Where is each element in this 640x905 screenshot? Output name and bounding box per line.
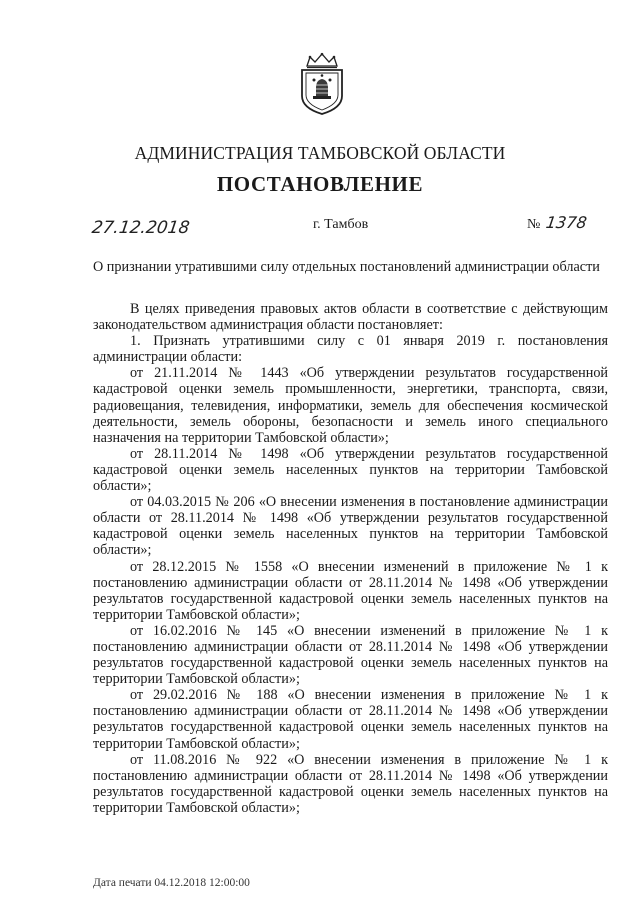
document-number xyxy=(527,213,587,233)
document-type: ПОСТАНОВЛЕНИЕ xyxy=(216,172,424,196)
handwritten-number: 1378 xyxy=(544,213,588,232)
handwritten-date: 27.12.2018 xyxy=(90,218,191,238)
preamble-paragraph: В целях приведения правовых актов области в соответствие с действующим законодательством администрация области постановляет: xyxy=(93,301,608,334)
document-title: О признании утратившими силу отдельных постановлений администрации области xyxy=(93,259,600,275)
list-item: от 28.11.2014 № 1498 «Об утверждении результатов государственной кадастровой оценки земель населенных пунктов на территории Тамбовской области»; xyxy=(93,445,608,495)
list-item: от 11.08.2016 № 922 «О внесении изменения в приложение № 1 к постановлению администрации области от 28.11.2014 № 1498 «Об утверждении результатов государственной кадастровой оценки земель населенных пунктов на территории Тамбовской области»; xyxy=(93,751,608,816)
city: г. Тамбов xyxy=(313,217,369,232)
list-item: от 28.12.2015 № 1558 «О внесении изменений в приложение № 1 к постановлению администрации области от 28.11.2014 № 1498 «Об утверждении результатов государственной кадастровой оценки земель населенных пунктов на территории Тамбовской области»; xyxy=(93,558,608,623)
list-item: от 29.02.2016 № 188 «О внесении изменения в приложение № 1 к постановлению администрации области от 28.11.2014 № 1498 «Об утверждении результатов государственной кадастровой оценки земель населенных пунктов на территории Тамбовской области»; xyxy=(93,687,608,752)
list-item: от 16.02.2016 № 145 «О внесении изменений в приложение № 1 к постановлению администрации области от 28.11.2014 № 1498 «Об утверждении результатов государственной кадастровой оценки земель населенных пунктов на территории Тамбовской области»; xyxy=(93,622,608,688)
list-item: от 04.03.2015 № 206 «О внесении изменения в постановление администрации области от 28.11.2014 № 1498 «Об утверждении результатов государственной кадастровой оценки земель населенных пунктов на территории Тамбовской области»; xyxy=(93,494,608,559)
coat-of-arms-icon xyxy=(297,52,347,116)
number-label: № xyxy=(527,217,541,232)
print-date: Дата печати 04.12.2018 12:00:00 xyxy=(93,877,250,889)
list-item: от 21.11.2014 № 1443 «Об утверждении результатов государственной кадастровой оценки земель промышленности, энергетики, транспорта, связи, радиовещания, телевидения, информатики, земель для обеспечения космической деятельности, земель обороны, безопасности и земель иного специального назначения на территории Тамбовской области»; xyxy=(93,365,608,446)
clause-paragraph: 1. Признать утратившими силу с 01 января 2019 г. постановления администрации области: xyxy=(93,333,608,366)
document-body xyxy=(93,301,608,816)
agency-name: АДМИНИСТРАЦИЯ ТАМБОВСКОЙ ОБЛАСТИ xyxy=(134,143,506,163)
